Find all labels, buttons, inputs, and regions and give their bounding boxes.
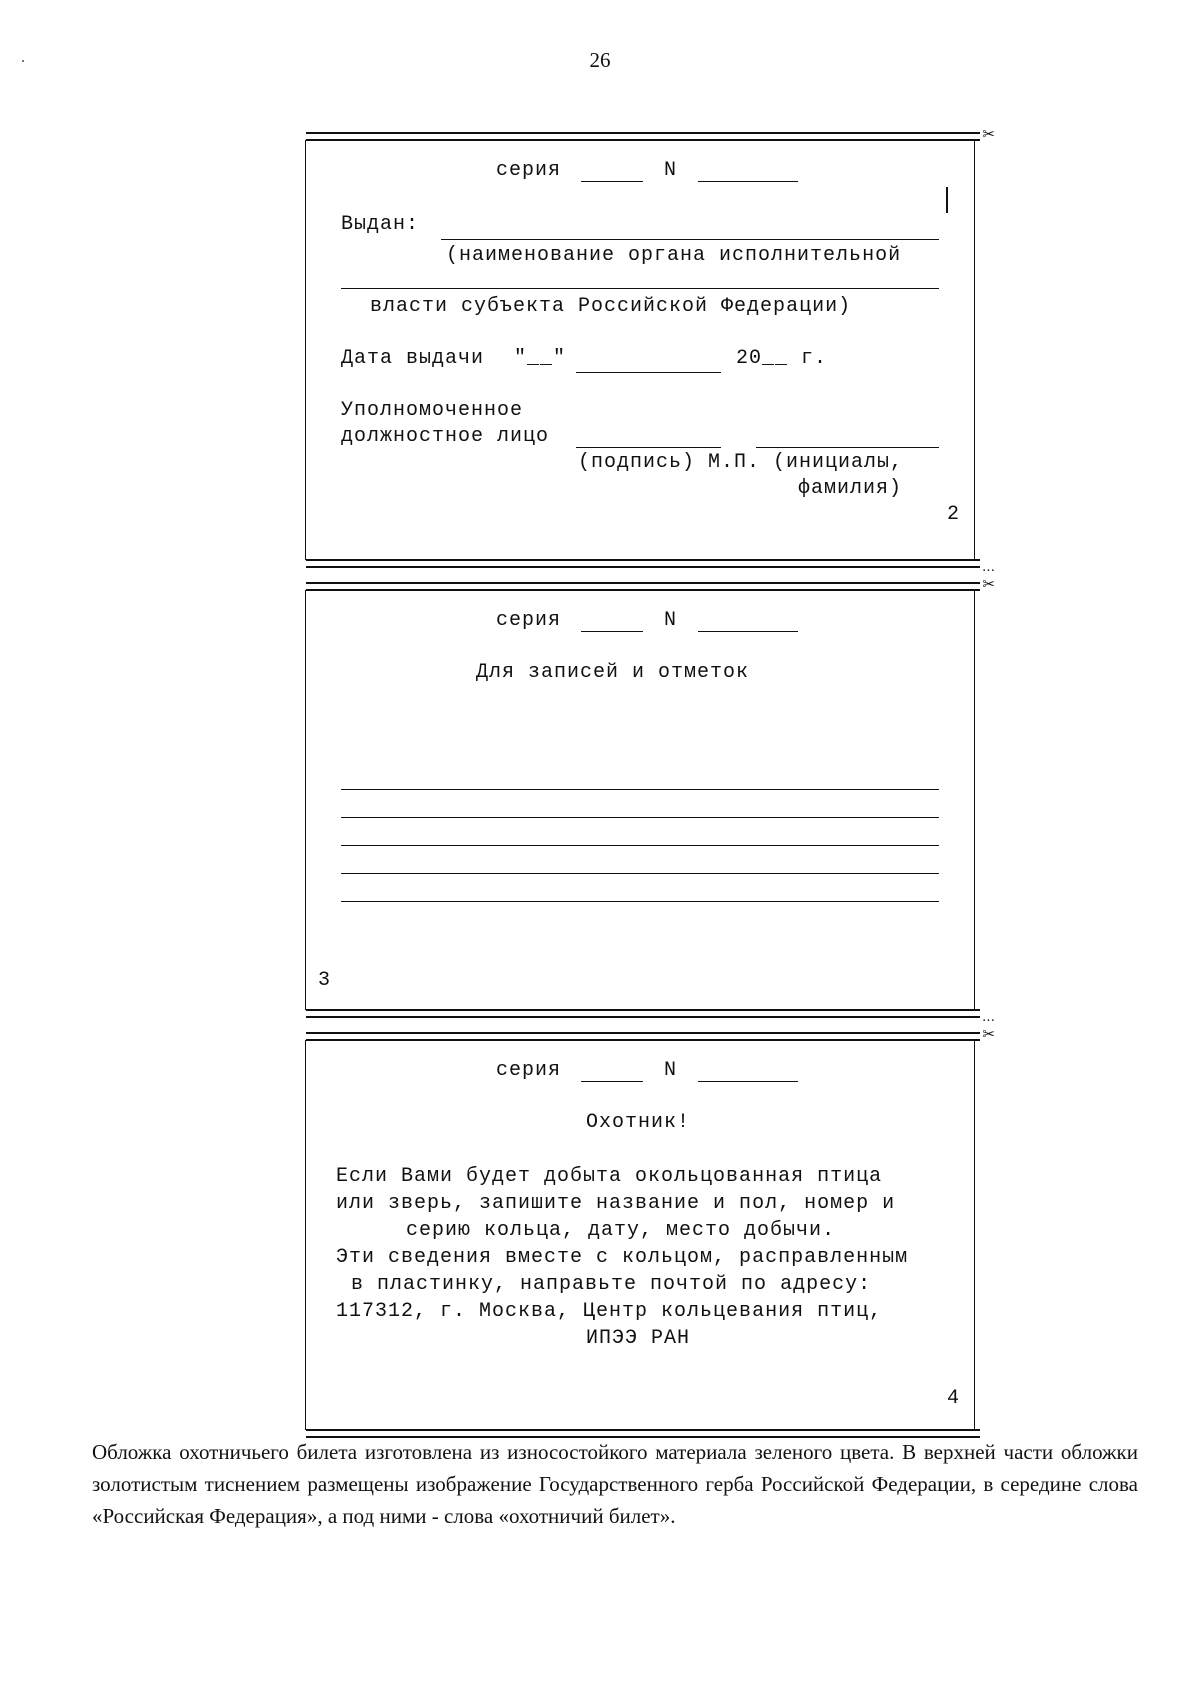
page-no: 2 (946, 503, 960, 526)
page-number: 26 (589, 48, 611, 72)
hunter-title: Охотник! (586, 1111, 691, 1134)
scissors-icon: ✂ (982, 1025, 996, 1043)
issued-field (441, 239, 939, 240)
notice-line: ИПЭЭ РАН (586, 1327, 691, 1350)
surname-caption: фамилия) (798, 477, 903, 500)
notes-line (341, 873, 939, 874)
authority-caption-2: власти субъекта Российской Федерации) (370, 295, 852, 318)
series-field (581, 631, 643, 632)
records-title: Для записей и отметок (476, 661, 750, 684)
cut-dots: … (982, 1010, 996, 1025)
ticket-page-2 (305, 125, 996, 575)
series-label: серия (496, 1059, 562, 1082)
number-field (698, 1081, 798, 1082)
series-label: серия (496, 609, 562, 632)
notice-line: 117312, г. Москва, Центр кольцевания птиц, (336, 1300, 883, 1323)
series-label: серия (496, 159, 562, 182)
page-no: 4 (946, 1387, 960, 1410)
double-rule-bottom (306, 559, 980, 568)
cut-dots: … (982, 560, 996, 575)
scissors-icon: ✂ (982, 575, 996, 593)
cover-description: Обложка охотничьего билета изготовлена из износостойкого материала зеленого цвета. В верхней части обложки золотистым тиснением размещены изображение Государственного герба Российской Федерации, в середине слова «Российская Федерация», а под ними - слова «охотничий билет». (92, 1440, 1138, 1528)
series-field (581, 1081, 643, 1082)
issue-date-day: "__" (514, 347, 567, 370)
official-label-2: должностное лицо (341, 425, 550, 448)
number-label: N (664, 1059, 678, 1082)
scissors-icon: ✂ (982, 125, 996, 143)
notes-line (341, 901, 939, 902)
page-no: 3 (318, 969, 332, 992)
double-rule-bottom (306, 1009, 980, 1018)
notice-line: или зверь, запишите название и пол, номер и (336, 1192, 896, 1215)
issued-label: Выдан: (341, 213, 420, 236)
series-field (581, 181, 643, 182)
issue-date-year: 20__ г. (736, 347, 828, 370)
notice-line: серию кольца, дату, место добычи. (406, 1219, 836, 1242)
issue-date-label: Дата выдачи (341, 347, 485, 370)
notes-line (341, 845, 939, 846)
notice-line: Если Вами будет добыта окольцованная птица (336, 1165, 883, 1188)
double-rule-top (306, 1032, 980, 1041)
signature-caption: (подпись) М.П. (инициалы, (578, 451, 904, 474)
notice-line: Эти сведения вместе с кольцом, расправленным (336, 1246, 909, 1269)
name-field (756, 447, 939, 448)
authority-field (341, 288, 939, 289)
issue-date-month-field (576, 372, 721, 373)
ticket-page-3 (305, 575, 996, 1025)
notice-line: в пластинку, направьте почтой по адресу: (351, 1273, 872, 1296)
signature-field (576, 447, 721, 448)
number-label: N (664, 159, 678, 182)
number-field (698, 631, 798, 632)
number-field (698, 181, 798, 182)
double-rule-top (306, 582, 980, 591)
ticket-page-4 (305, 1025, 996, 1430)
notes-line (341, 817, 939, 818)
official-label-1: Уполномоченное (341, 399, 524, 422)
notes-line (341, 789, 939, 790)
margin-mark (946, 187, 948, 213)
number-label: N (664, 609, 678, 632)
double-rule-top (306, 132, 980, 141)
authority-caption-1: (наименование органа исполнительной (446, 244, 902, 267)
